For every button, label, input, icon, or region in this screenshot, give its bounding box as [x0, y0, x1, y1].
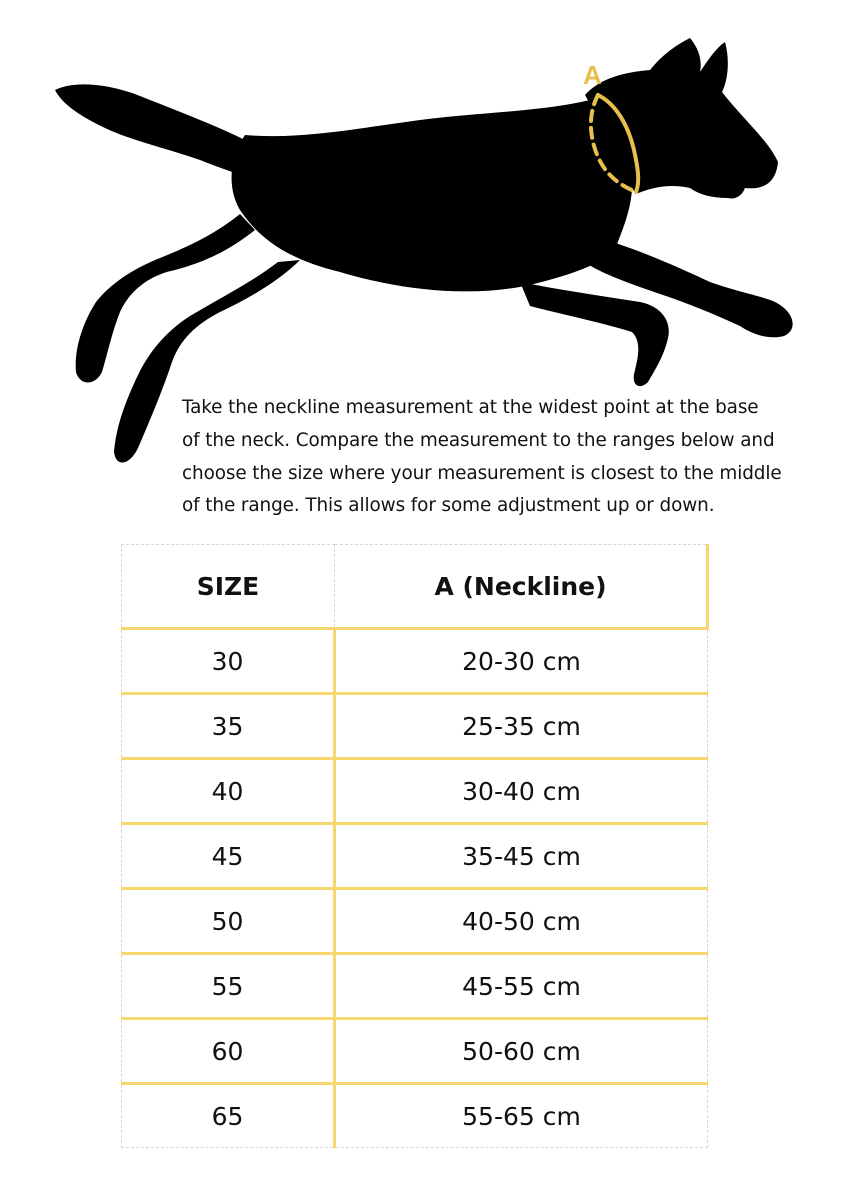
size-cell: 45: [122, 824, 335, 889]
size-column-header: SIZE: [122, 545, 335, 629]
table-row: [122, 1019, 708, 1084]
neckline-range-cell: 25-35 cm: [335, 694, 708, 759]
instructions-line: choose the size where your measurement is closest to the middle: [182, 462, 782, 484]
table-row: [122, 694, 708, 759]
table-row: [122, 1084, 708, 1148]
size-cell: 40: [122, 759, 335, 824]
neckline-range-cell: 40-50 cm: [335, 889, 708, 954]
neckline-range-cell: 50-60 cm: [335, 1019, 708, 1084]
instructions-line: of the range. This allows for some adjustment up or down.: [182, 495, 715, 517]
neckline-marker-label: A: [583, 60, 602, 90]
size-cell: 50: [122, 889, 335, 954]
neckline-range-cell: 45-55 cm: [335, 954, 708, 1019]
measurement-instructions: [182, 392, 802, 523]
instructions-line: of the neck. Compare the measurement to the ranges below and: [182, 429, 775, 451]
table-row: [122, 629, 708, 694]
size-cell: 65: [122, 1084, 335, 1148]
size-cell: 55: [122, 954, 335, 1019]
table-row: [122, 889, 708, 954]
instructions-line: Take the neckline measurement at the widest point at the base: [182, 397, 759, 418]
table-header-row: [122, 545, 708, 629]
neckline-column-header: A (Neckline): [335, 545, 708, 629]
size-cell: 30: [122, 629, 335, 694]
neckline-range-cell: 30-40 cm: [335, 759, 708, 824]
table-row: [122, 759, 708, 824]
size-cell: 60: [122, 1019, 335, 1084]
neckline-range-cell: 55-65 cm: [335, 1084, 708, 1148]
neckline-range-cell: 20-30 cm: [335, 629, 708, 694]
table-row: [122, 954, 708, 1019]
table-row: [122, 824, 708, 889]
neckline-range-cell: 35-45 cm: [335, 824, 708, 889]
size-cell: 35: [122, 694, 335, 759]
size-chart-table: [121, 544, 709, 1148]
